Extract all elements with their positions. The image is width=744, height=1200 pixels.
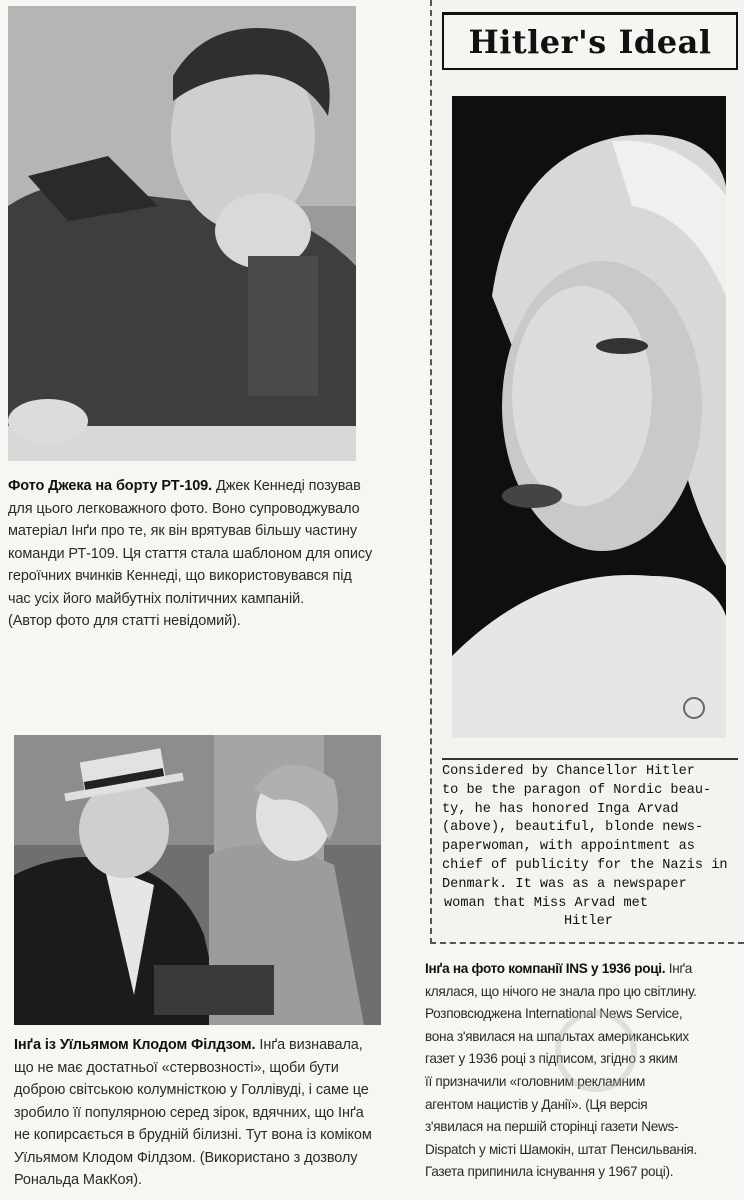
inga-fields-caption-line: зробило її популярною серед зірок, вдячних, що Інґа — [14, 1104, 364, 1121]
clipping-text — [442, 758, 738, 932]
inga-fields-photo — [14, 735, 381, 1025]
inga-fields-caption — [14, 1034, 404, 1192]
clipping-caption-line: агентом нацистів у Данії». (Ця версія — [425, 1096, 648, 1112]
kennedy-caption-line: матеріал Інґи про те, як він врятував більшу частину — [8, 523, 357, 539]
inga-fields-caption-line: що не має достатньої «стервозності», щоби бути — [14, 1059, 339, 1076]
inga-arvad-portrait — [452, 96, 726, 738]
clipping-caption-line: Dispatch у місті Шамокін, штат Пенсильванія. — [425, 1141, 697, 1157]
clipping-text-line: (above), beautiful, blonde news- — [442, 820, 704, 836]
clipping-text-line: ty, he has honored Inga Arvad — [442, 801, 679, 817]
clipping-caption-line: газет у 1936 році з підписом, згідно з яким — [425, 1051, 678, 1067]
clipping-text-line: Denmark. It was as a newspaper — [442, 876, 687, 892]
inga-fields-caption-title: Інґа із Уїльямом Клодом Філдзом. — [14, 1037, 256, 1053]
clipping-caption-line: її призначили «головним рекламним — [425, 1073, 645, 1089]
clipping-text-line: chief of publicity for the Nazis in — [442, 857, 728, 873]
clipping-caption-line: Розповсюджена International News Service, — [425, 1006, 683, 1022]
kennedy-photo — [8, 6, 356, 461]
watermark-icon — [555, 1010, 637, 1092]
clipping-text-line: woman that Miss Arvad met — [444, 895, 648, 911]
clipping-text-line: to be the paragon of Nordic beau- — [442, 782, 712, 798]
kennedy-caption-line: (Автор фото для статті невідомий). — [8, 613, 241, 629]
kennedy-caption-line: для цього легковажного фото. Воно супроводжувало — [8, 500, 360, 517]
kennedy-caption-title: Фото Джека на борту РТ-109. — [8, 478, 213, 494]
inga-fields-caption-line: Уїльямом Клодом Філдзом. (Використано з дозволу — [14, 1149, 358, 1166]
clipping-text-line: Considered by Chancellor Hitler — [442, 764, 695, 779]
clipping-text-line: Hitler — [564, 914, 613, 930]
kennedy-caption-line: героїчних вчинків Кеннеді, що використовувався під — [8, 568, 352, 584]
clipping-caption-line: вона з'явилася на шпальтах американських — [425, 1028, 689, 1044]
clipping-caption-line: з'явилася на першій сторінці газети News- — [425, 1119, 679, 1135]
clipping-caption-title: Інґа на фото компанії INS у 1936 році. — [425, 961, 666, 976]
clipping-caption-line: клялася, що нічого не знала про цю світлину. — [425, 983, 697, 999]
clipping-caption-line: Інґа — [665, 961, 692, 976]
kennedy-caption — [8, 475, 388, 633]
kennedy-caption-line: час усіх його майбутніх політичних кампаній. — [8, 590, 305, 607]
clipping-text-line: paperwoman, with appointment as — [442, 839, 695, 855]
inga-fields-caption-line: не копирсається в брудній білизні. Тут вона із коміком — [14, 1127, 372, 1143]
kennedy-caption-line: команди РТ-109. Ця стаття стала шаблоном для опису — [8, 545, 373, 562]
inga-fields-caption-line: Рональда МакКоя). — [14, 1172, 142, 1188]
kennedy-caption-line: Джек Кеннеді позував — [212, 478, 361, 494]
inga-fields-caption-line: Інґа визнавала, — [255, 1037, 363, 1053]
clipping-caption-line: Газета припинила існування у 1967 році). — [425, 1164, 674, 1180]
inga-fields-caption-line: доброю світською колумністкою у Голлівуді, і саме це — [14, 1082, 369, 1098]
clipping-headline: Hitler's Ideal — [442, 12, 738, 70]
